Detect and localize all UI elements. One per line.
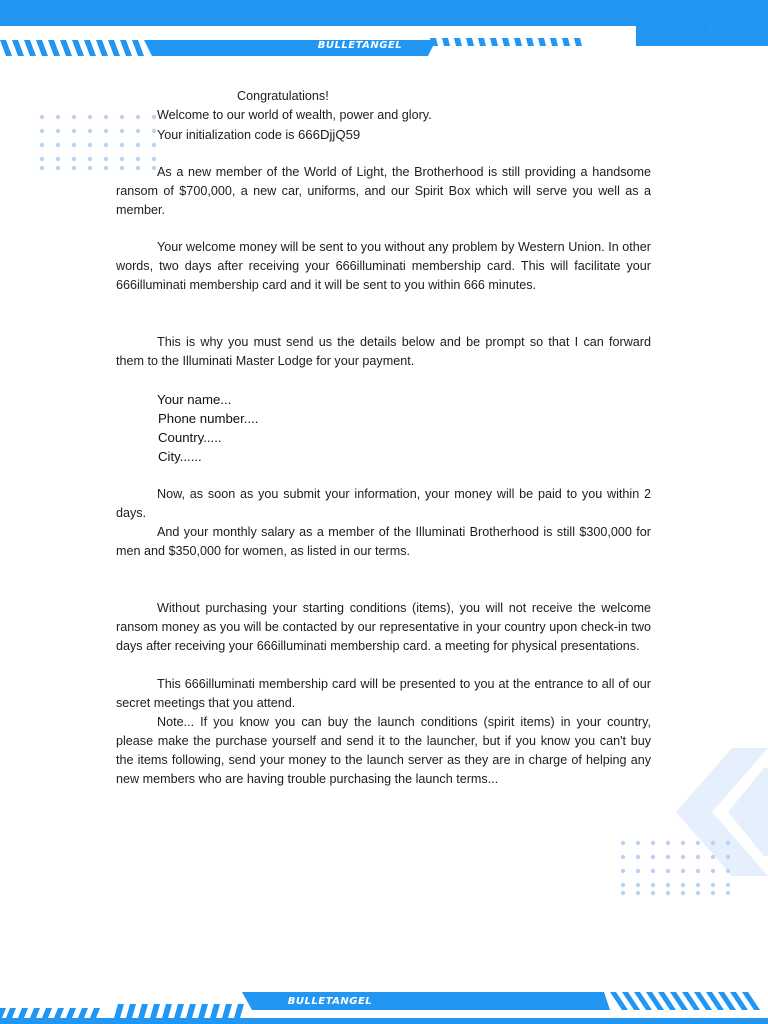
paragraph-1: As a new member of the World of Light, the Brotherhood is still providing a handsome ransom of $700,000, a new car, uniforms, and our Spirit Box which will serve you well as a member. — [116, 165, 651, 217]
greeting: Congratulations! — [237, 89, 329, 103]
init-code-label: Your initialization code is — [157, 128, 295, 142]
init-code-line — [157, 125, 360, 145]
paragraph-6: Without purchasing your starting conditions (items), you will not receive the welcome ransom money as you will be contacted by our representative in your country upon check-in two days after receiving your 666illuminati membership card. a meeting for physical presentations. — [116, 601, 651, 653]
init-code-value: 666DjjQ59 — [297, 127, 361, 142]
paragraph-2: Your welcome money will be sent to you without any problem by Western Union. In other words, two days after receiving your 666illuminati membership card. This will facilitate your 666illuminati membership card and it will be sent to you within 666 minutes. — [116, 240, 651, 292]
paragraph-4: Now, as soon as you submit your information, your money will be paid to you within 2 days. — [116, 487, 651, 520]
brand-logo-top: BULLETANGEL — [317, 40, 403, 51]
paragraph-3: This is why you must send us the details below and be prompt so that I can forward them to the Illuminati Master Lodge for your payment. — [116, 335, 651, 368]
dot-grid-right — [618, 838, 742, 898]
field-city: City...... — [158, 449, 202, 464]
field-name: Your name... — [157, 392, 232, 407]
paragraph-7: This 666illuminati membership card will be presented to you at the entrance to all of our secret meetings that you attend. — [116, 677, 651, 710]
field-phone: Phone number.... — [158, 411, 259, 426]
paragraph-8: Note... If you know you can buy the launch conditions (spirit items) in your country, please make the purchase yourself and send it to the launcher, but if you know you can't buy the items following, send your money to the launch server as they are in charge of helping any new members who are having trouble purchasing the launch terms... — [116, 715, 651, 786]
brand-logo-bottom: BULLETANGEL — [287, 996, 373, 1007]
field-country: Country..... — [158, 430, 222, 445]
welcome-line: Welcome to our world of wealth, power and glory. — [157, 108, 432, 122]
paragraph-5: And your monthly salary as a member of the Illuminati Brotherhood is still $300,000 for men and $350,000 for women, as listed in our terms. — [116, 525, 651, 558]
